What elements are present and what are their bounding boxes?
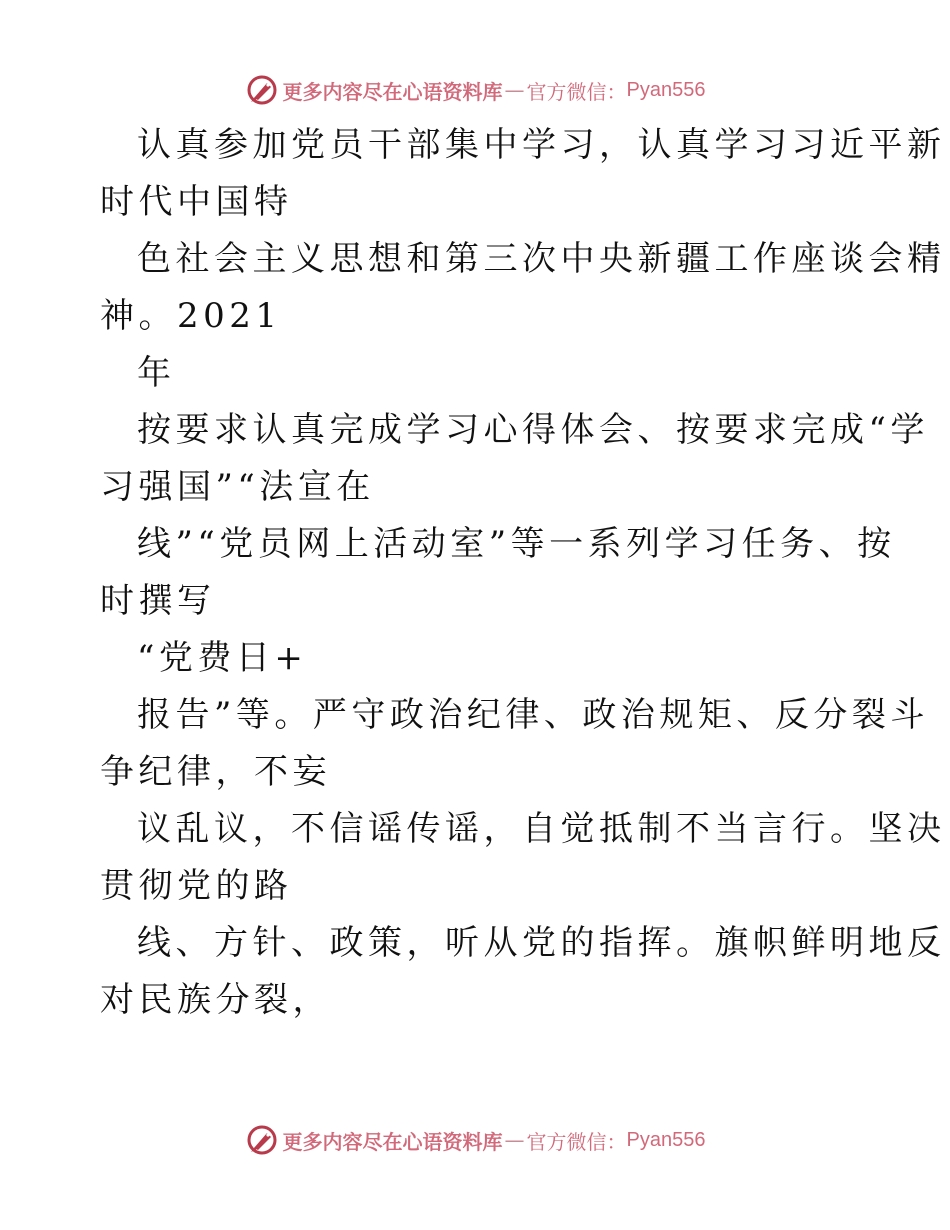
body-line: 线”“党员网上活动室”等一系列学习任务、按: [137, 524, 896, 564]
body-line: 色社会主义思想和第三次中央新疆工作座谈会精: [137, 239, 946, 279]
header-banner: [0, 70, 950, 110]
body-line: 时撰写: [100, 581, 216, 621]
body-line: 时代中国特: [100, 182, 293, 222]
body-line: 对民族分裂，: [100, 980, 331, 1020]
body-line: 议乱议，不信谣传谣，自觉抵制不当言行。坚决: [137, 809, 946, 849]
body-line: 认真参加党员干部集中学习，认真学习习近平新: [137, 125, 946, 165]
footer-wechat-id: Pyan556: [626, 1128, 706, 1151]
footer-official-label: 官方微信：: [526, 1129, 627, 1154]
body-line: 争纪律，不妄: [100, 752, 331, 792]
body-line: 报告”等。严守政治纪律、政治规矩、反分裂斗: [137, 695, 929, 735]
body-line: 贯彻党的路: [100, 866, 293, 906]
body-line: “党费日+: [137, 638, 308, 678]
body-line: 线、方针、政策，听从党的指挥。旗帜鲜明地反: [137, 923, 946, 963]
pen-nib-logo-icon: [245, 1123, 279, 1157]
footer-brand-text: 更多内容尽在心语资料库: [282, 1129, 503, 1154]
body-line: 按要求认真完成学习心得体会、按要求完成“学: [137, 410, 929, 450]
document-body: [100, 117, 946, 1029]
body-line: 习强国”“法宣在: [100, 467, 375, 507]
header-official-label: 官方微信：: [526, 79, 627, 104]
header-separator: —: [504, 78, 525, 102]
header-brand-text: 更多内容尽在心语资料库: [282, 79, 503, 104]
body-line: 神。2021: [100, 296, 282, 336]
body-line: 年: [137, 353, 176, 393]
header-wechat-id: Pyan556: [626, 78, 706, 101]
footer-banner: [0, 1120, 950, 1160]
footer-separator: —: [504, 1128, 525, 1152]
pen-nib-logo-icon: [245, 73, 279, 107]
